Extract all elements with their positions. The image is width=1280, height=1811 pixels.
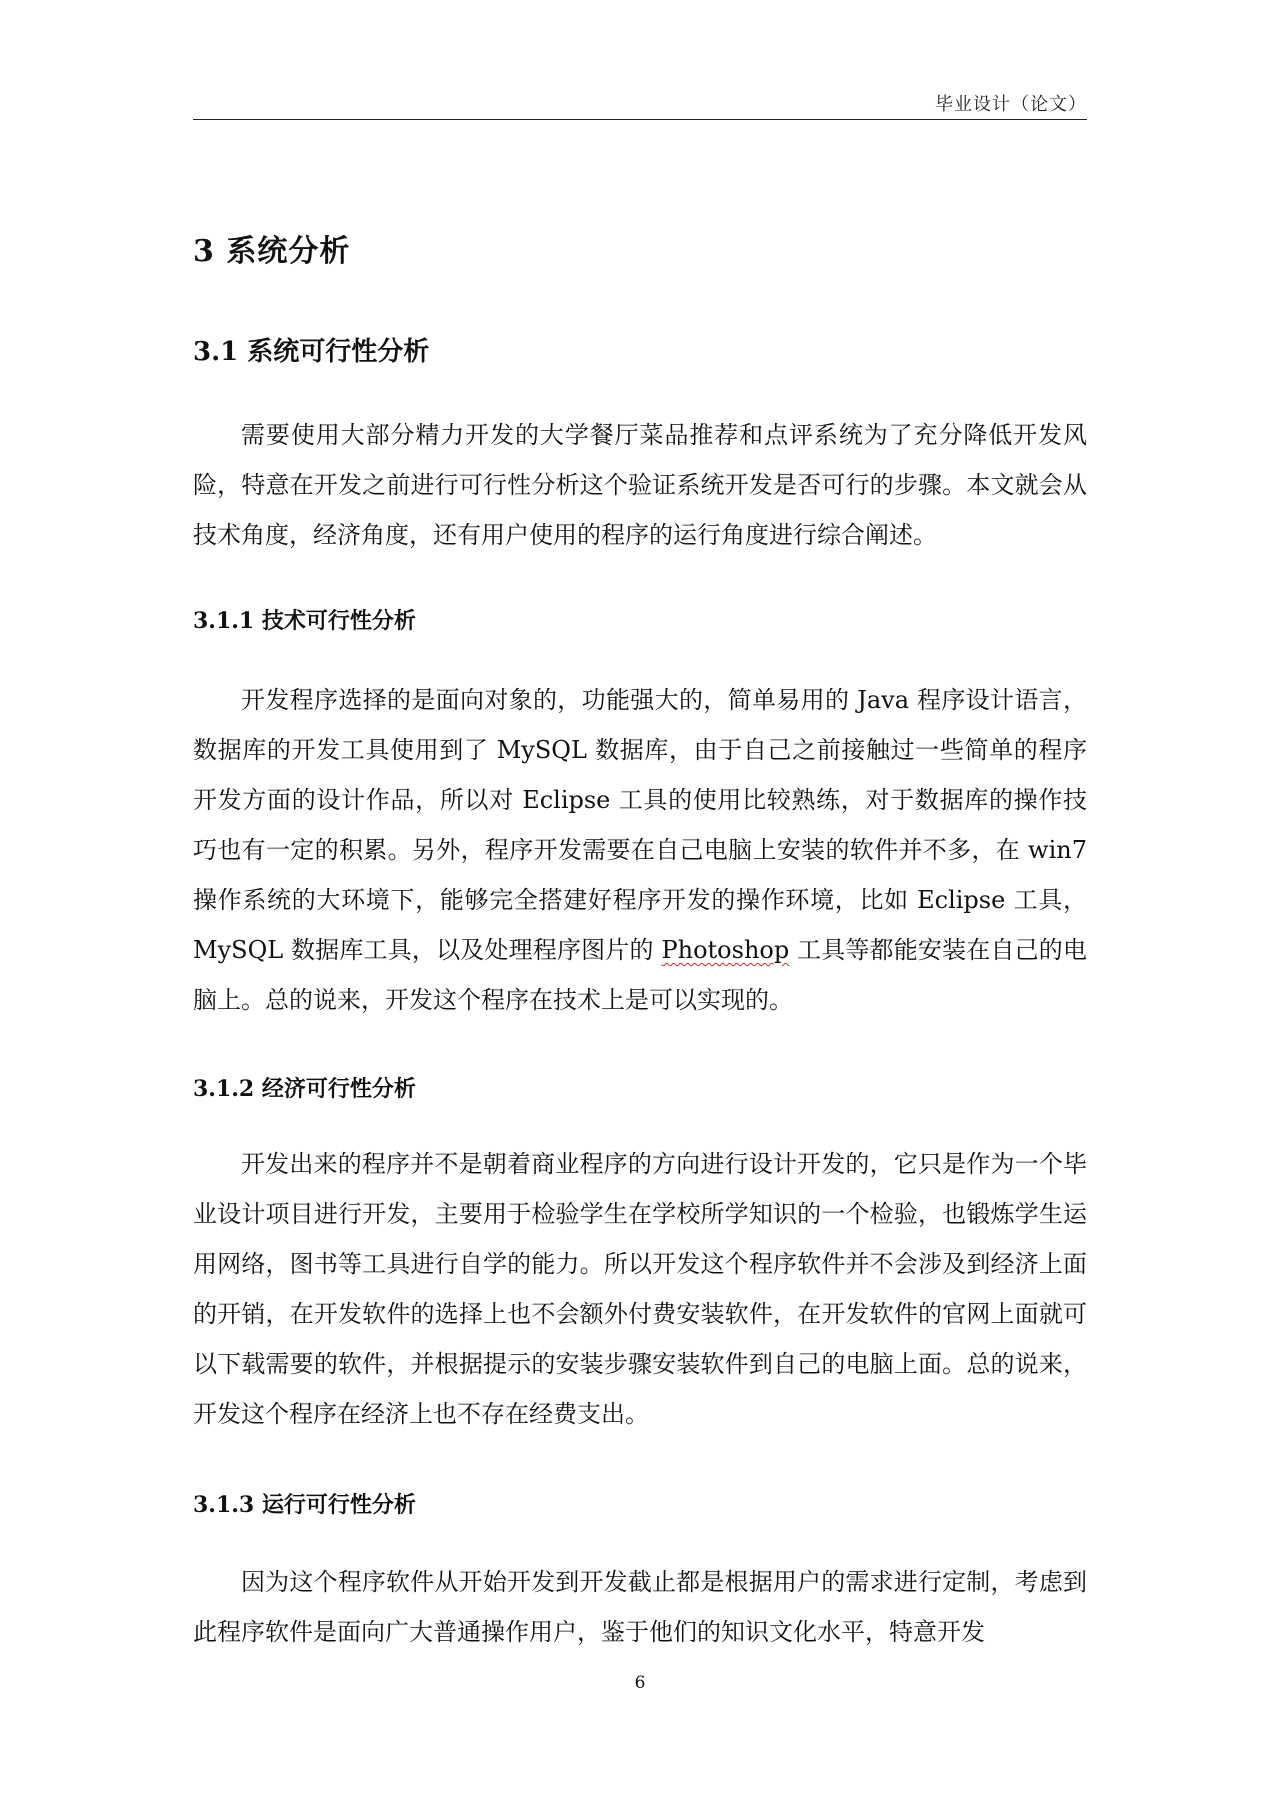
section-intro-paragraph: 需要使用大部分精力开发的大学餐厅菜品推荐和点评系统为了充分降低开发风险，特意在开发之前进行可行性分析这个验证系统开发是否可行的步骤。本文就会从技术角度，经济角度，还有用户使用的程序的运行角度进行综合阐述。 [193, 421, 1087, 549]
technical-text-before: 开发程序选择的是面向对象的，功能强大的，简单易用的 Java 程序设计语言，数据库的开发工具使用到了 MySQL 数据库，由于自己之前接触过一些简单的程序开发方面的设计作品，所以对 Eclipse 工具的使用比较熟练，对于数据库的操作技巧也有一定的积累。另外，程序开发需要在自己电脑上安装的软件并不多，在 win7 操作系统的大环境下，能够完全搭建好程序开发的操作环境，比如 Eclipse 工具，MySQL 数据库工具，以及处理程序图片的 [193, 686, 1087, 964]
technical-text-after: 工具等都能安装在自己的电脑上。总的说来，开发这个程序在技术上是可以实现的。 [193, 936, 1087, 1014]
section-heading: 3.1 系统可行性分析 [193, 337, 430, 367]
technical-feasibility-paragraph [193, 675, 1087, 1025]
spellcheck-flagged-word: Photoshop [661, 936, 790, 964]
chapter-heading: 3 系统分析 [193, 234, 351, 269]
page-header [193, 88, 1087, 120]
subsection-heading-operational: 3.1.3 运行可行性分析 [193, 1492, 416, 1518]
operational-feasibility-paragraph: 因为这个程序软件从开始开发到开发截止都是根据用户的需求进行定制，考虑到此程序软件是面向广大普通操作用户，鉴于他们的知识文化水平，特意开发 [193, 1568, 1087, 1646]
page-number: 6 [634, 1673, 646, 1693]
subsection-heading-economic: 3.1.2 经济可行性分析 [193, 1076, 416, 1102]
economic-feasibility-paragraph: 开发出来的程序并不是朝着商业程序的方向进行设计开发的，它只是作为一个毕业设计项目进行开发，主要用于检验学生在学校所学知识的一个检验，也锻炼学生运用网络，图书等工具进行自学的能力。所以开发这个程序软件并不会涉及到经济上面的开销，在开发软件的选择上也不会额外付费安装软件，在开发软件的官网上面就可以下载需要的软件，并根据提示的安装步骤安装软件到自己的电脑上面。总的说来，开发这个程序在经济上也不存在经费支出。 [193, 1150, 1087, 1428]
subsection-heading-technical: 3.1.1 技术可行性分析 [193, 608, 416, 634]
header-title: 毕业设计（论文） [935, 94, 1087, 115]
